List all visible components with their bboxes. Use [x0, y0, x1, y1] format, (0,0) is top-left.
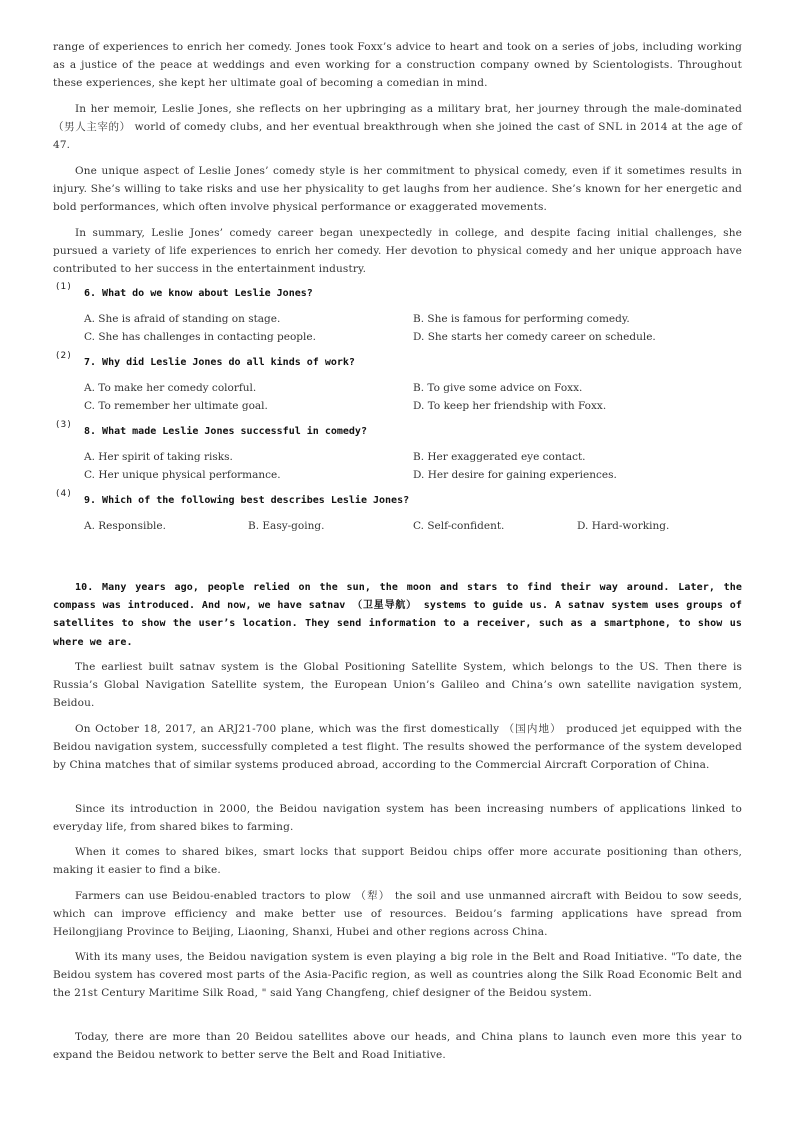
question-number: (1)	[56, 282, 72, 292]
question-text: 8. What made Leslie Jones successful in comedy?	[84, 426, 367, 437]
option-d: D. She starts her comedy career on schedule.	[413, 331, 656, 343]
option-a: A. She is afraid of standing on stage.	[84, 313, 281, 325]
question-number: (2)	[56, 351, 72, 361]
option-a: A. To make her comedy colorful.	[84, 382, 257, 394]
question-number: (4)	[56, 489, 72, 499]
option-c: C. She has challenges in contacting people.	[84, 331, 316, 343]
passage2-paragraph-1: The earliest built satnav system is the Global Positioning Satellite System, which belongs to the US. Then there is Russia’s Global Navigation Satellite system, the European Union’s Galileo and China’s own satellite navigation system, Beidou.	[53, 661, 742, 710]
option-c: C. Self-confident.	[413, 520, 505, 532]
option-b: B. Easy-going.	[248, 520, 325, 532]
passage1-paragraph-2: In her memoir, Leslie Jones, she reflects on her upbringing as a military brat, her journey through the male-dominated （男人主宰的） world of comedy clubs, and her eventual breakthrough when she joined the cast of SNL in 2014 at the age of 47.	[53, 103, 742, 152]
option-a: A. Responsible.	[84, 520, 166, 532]
passage1-paragraph-1: range of experiences to enrich her comedy. Jones took Foxx’s advice to heart and took on a series of jobs, including working as a justice of the peace at weddings and even working for a construction company owned by Scientologists. Throughout these experiences, she kept her ultimate goal of becoming a comedian in mind.	[53, 41, 742, 90]
passage1-paragraph-4: In summary, Leslie Jones’ comedy career began unexpectedly in college, and despite facing initial challenges, she pursued a variety of life experiences to enrich her comedy. Her devotion to physical comedy and her unique approach have contributed to her success in the entertainment industry.	[53, 227, 742, 276]
option-d: D. To keep her friendship with Foxx.	[413, 400, 607, 412]
option-b: B. To give some advice on Foxx.	[413, 382, 583, 394]
option-d: D. Hard-working.	[577, 520, 670, 532]
passage2-paragraph-2: On October 18, 2017, an ARJ21-700 plane, which was the first domestically （国内地） produced jet equipped with the Beidou navigation system, successfully completed a test flight. The results showed the performance of the system developed by China matches that of similar systems produced abroad, according to the Commercial Aircraft Corporation of China.	[53, 723, 742, 772]
option-c: C. Her unique physical performance.	[84, 469, 281, 481]
question-text: 7. Why did Leslie Jones do all kinds of work?	[84, 357, 355, 368]
passage2-intro: 10. Many years ago, people relied on the sun, the moon and stars to find their way around. Later, the compass was introduced. And now, we have satnav （卫星导航） systems to guide us. A satnav system uses groups of satellites to show the user’s location. They send information to a receiver, such as a smartphone, to show us where we are.	[53, 582, 742, 648]
option-c: C. To remember her ultimate goal.	[84, 400, 268, 412]
option-a: A. Her spirit of taking risks.	[84, 451, 233, 463]
passage2-paragraph-3: Since its introduction in 2000, the Beidou navigation system has been increasing numbers of applications linked to everyday life, from shared bikes to farming.	[53, 803, 742, 834]
option-b: B. She is famous for performing comedy.	[413, 313, 630, 325]
option-d: D. Her desire for gaining experiences.	[413, 469, 617, 481]
option-b: B. Her exaggerated eye contact.	[413, 451, 586, 463]
passage2-paragraph-7: Today, there are more than 20 Beidou satellites above our heads, and China plans to launch even more this year to expand the Beidou network to better serve the Belt and Road Initiative.	[53, 1031, 742, 1062]
passage2-paragraph-6: With its many uses, the Beidou navigation system is even playing a big role in the Belt and Road Initiative. "To date, the Beidou system has covered most parts of the Asia-Pacific region, as well as countries along the Silk Road Economic Belt and the 21st Century Maritime Silk Road, " said Yang Changfeng, chief designer of the Beidou system.	[53, 951, 742, 1000]
passage2-paragraph-5: Farmers can use Beidou-enabled tractors to plow （犁） the soil and use unmanned aircraft with Beidou to sow seeds, which can improve efficiency and make better use of resources. Beidou’s farming applications have spread from Heilongjiang Province to Beijing, Liaoning, Shanxi, Hubei and other regions across China.	[53, 890, 742, 939]
passage2-paragraph-4: When it comes to shared bikes, smart locks that support Beidou chips offer more accurate positioning than others, making it easier to find a bike.	[53, 846, 742, 877]
question-text: 9. Which of the following best describes Leslie Jones?	[84, 495, 410, 506]
question-number: (3)	[56, 420, 72, 430]
passage1-paragraph-3: One unique aspect of Leslie Jones’ comedy style is her commitment to physical comedy, even if it sometimes results in injury. She’s willing to take risks and use her physicality to get laughs from her audience. She’s known for her energetic and bold performances, which often involve physical performance or exaggerated movements.	[53, 165, 742, 214]
question-text: 6. What do we know about Leslie Jones?	[84, 288, 313, 299]
